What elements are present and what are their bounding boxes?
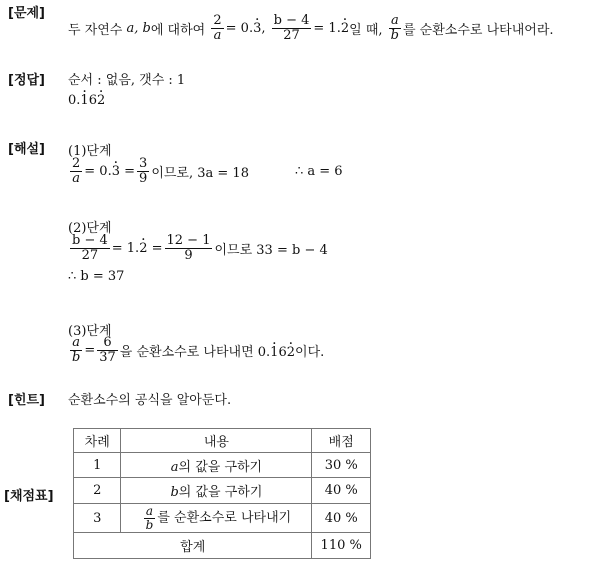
fraction-a-over-b: $\frac{a}{b}$ bbox=[390, 13, 399, 43]
rubric-table bbox=[73, 428, 371, 559]
fraction-2-over-a: $\frac{2}{a}$ bbox=[213, 13, 222, 43]
problem-label: [문제] bbox=[8, 6, 45, 21]
problem-text: 에 대하여 bbox=[150, 22, 206, 38]
answer-line-1: 순서 : 없음, 갯수 : 1 bbox=[68, 73, 186, 88]
table-total-row bbox=[74, 533, 371, 559]
step1-eq: = 0.· 3 = bbox=[84, 164, 135, 179]
table-header-row bbox=[74, 429, 371, 453]
step3-tail: 을 순환소수로 나타내면 0.· 16· 2이다. bbox=[120, 341, 324, 360]
fraction-b4-over-27: $\frac{b - 4}{27}$ bbox=[72, 233, 108, 263]
step3-equation bbox=[68, 336, 324, 364]
fraction-3-over-9: $\frac{3}{9}$ bbox=[139, 156, 148, 186]
header-content: 내용 bbox=[121, 429, 312, 453]
problem-text: 를 순환소수로 나타내어라. bbox=[402, 22, 554, 38]
step1-tail: 이므로, 3a = 18 bbox=[151, 165, 249, 181]
cell-score: 40 % bbox=[312, 478, 371, 504]
table-row bbox=[74, 453, 371, 478]
rubric-label: [채점표] bbox=[4, 489, 54, 504]
eq1-rhs: = 0.· 3, bbox=[226, 21, 266, 36]
eq2-rhs: = 1.· 2 bbox=[313, 21, 349, 36]
table-row bbox=[74, 504, 371, 533]
fraction-a-over-b: $\frac{a}{b}$ bbox=[72, 335, 81, 365]
header-score: 배점 bbox=[312, 429, 371, 453]
cell-order: 3 bbox=[74, 504, 121, 533]
step1-title: (1)단계 bbox=[68, 144, 112, 159]
fraction-2-over-a: $\frac{2}{a}$ bbox=[72, 156, 81, 186]
cell-content: a의 값을 구하기 bbox=[121, 453, 312, 478]
fraction-b4-over-27: $\frac{b - 4}{27}$ bbox=[273, 13, 310, 43]
step2-title: (2)단계 bbox=[68, 221, 112, 236]
answer-label: [정답] bbox=[8, 73, 45, 88]
problem-text: 일 때, bbox=[349, 22, 383, 38]
cell-score: 30 % bbox=[312, 453, 371, 478]
cell-order: 2 bbox=[74, 478, 121, 504]
step3-title: (3)단계 bbox=[68, 324, 112, 339]
step2-equation bbox=[68, 234, 328, 262]
step2-therefore: ∴ b = 37 bbox=[68, 269, 125, 284]
fraction-6-over-37: $\frac{6}{37}$ bbox=[99, 335, 116, 365]
step1-equation bbox=[68, 157, 343, 185]
table-row bbox=[74, 478, 371, 504]
answer-line-2: 0.· 16· 2 bbox=[68, 93, 105, 108]
cell-content: b의 값을 구하기 bbox=[121, 478, 312, 504]
solution-label: [해설] bbox=[8, 142, 45, 157]
total-score: 110 % bbox=[312, 533, 371, 559]
step2-eq: = 1.· 2 = bbox=[112, 241, 163, 256]
cell-score: 40 % bbox=[312, 504, 371, 533]
step3-eq: = bbox=[84, 342, 96, 358]
problem-vars: a, b bbox=[126, 20, 151, 36]
total-label: 합계 bbox=[74, 533, 312, 559]
step2-tail: 이므로 33 = b − 4 bbox=[214, 242, 328, 258]
fraction-12-1-over-9: $\frac{12 - 1}{9}$ bbox=[166, 233, 211, 263]
hint-label: [힌트] bbox=[8, 393, 45, 408]
header-order: 차례 bbox=[74, 429, 121, 453]
hint-text: 순환소수의 공식을 알아둔다. bbox=[68, 393, 232, 408]
step1-therefore: ∴ a = 6 bbox=[294, 163, 343, 179]
problem-text: 두 자연수 bbox=[68, 22, 123, 38]
cell-order: 1 bbox=[74, 453, 121, 478]
cell-content: $\frac{a}{b}$ 를 순환소수로 나타내기 bbox=[121, 504, 312, 533]
problem-statement bbox=[68, 14, 554, 42]
fraction-a-over-b: $\frac{a}{b}$ bbox=[145, 503, 154, 532]
